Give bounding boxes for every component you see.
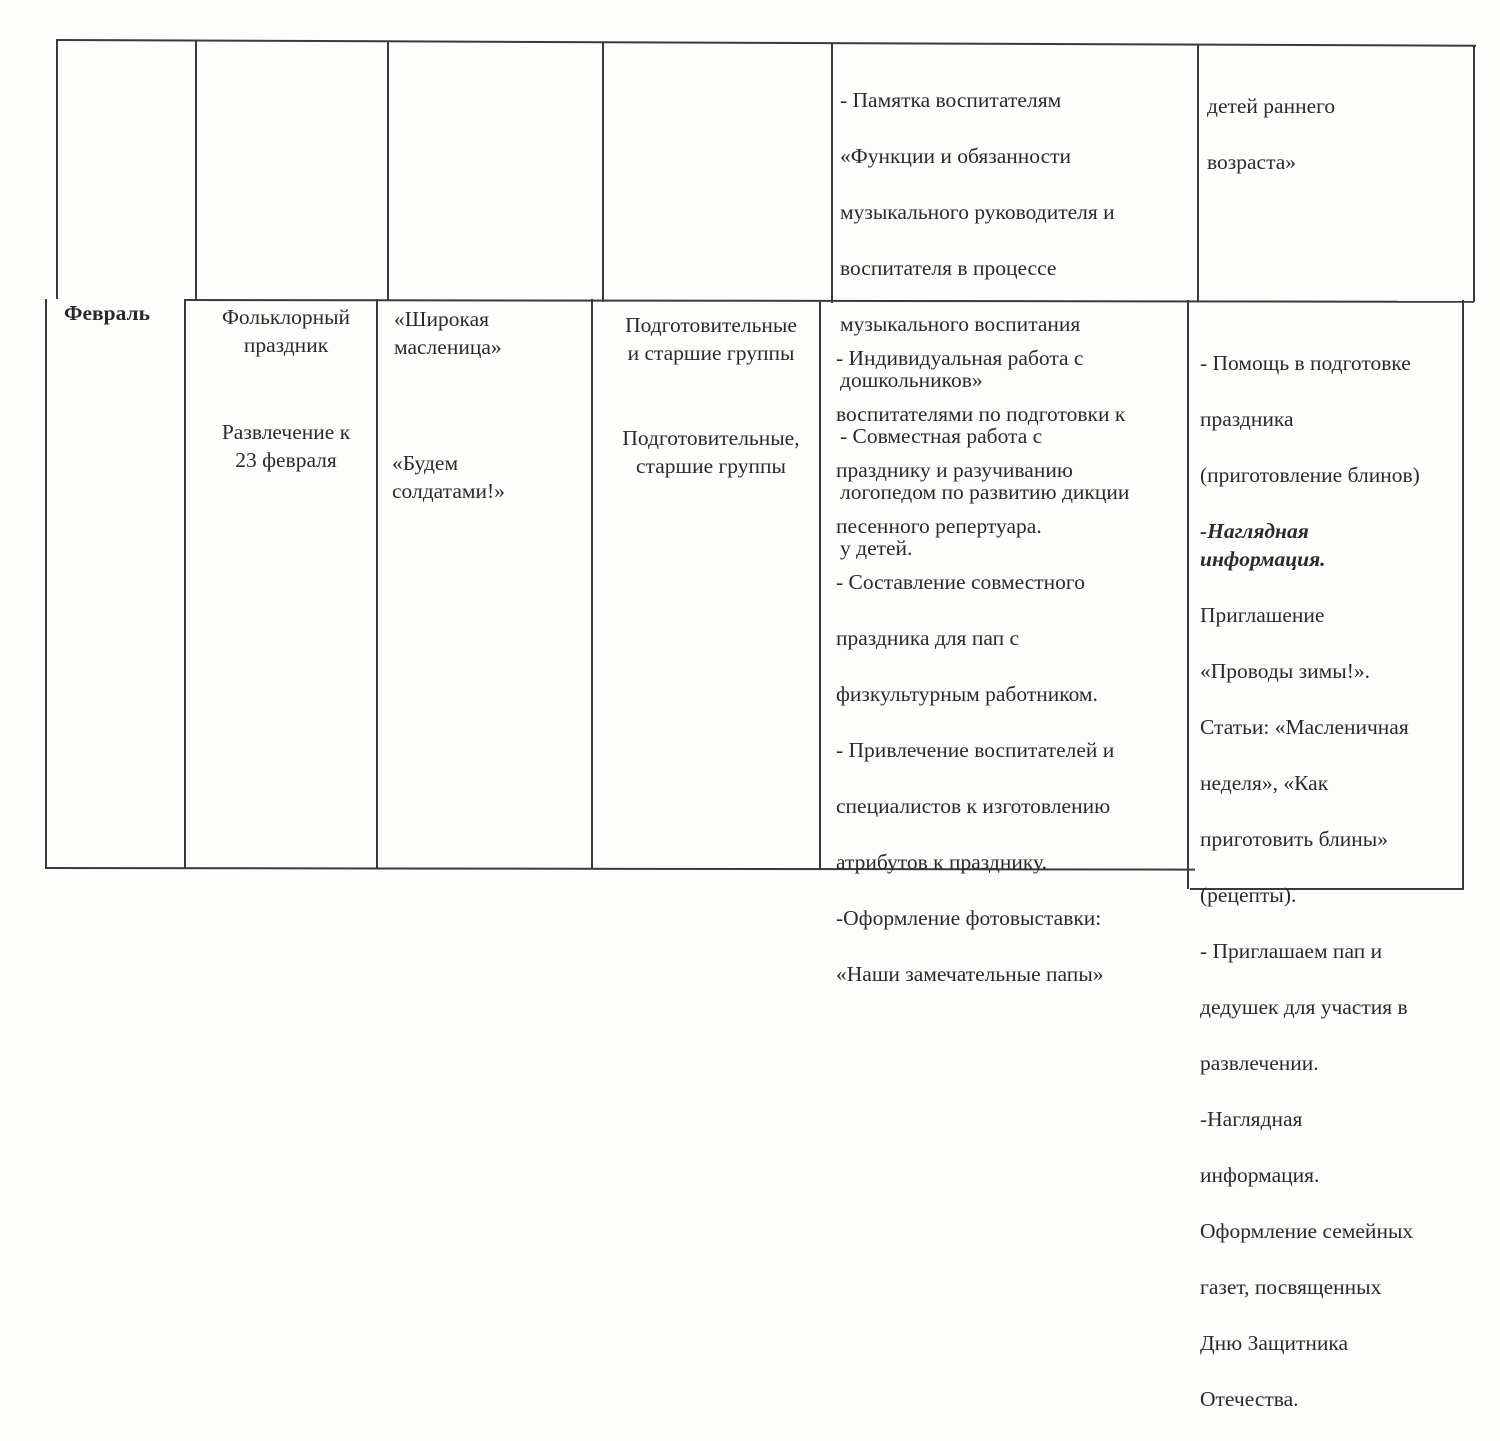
text-line: «Функции и обязанности [840, 144, 1072, 168]
text-line: специалистов к изготовлению [836, 794, 1111, 818]
text-line: Дню Защитника [1200, 1331, 1349, 1355]
text-line: развлечении. [1200, 1051, 1319, 1075]
text-line: дошкольников» [840, 368, 983, 392]
text-line: газет, посвященных [1200, 1275, 1382, 1299]
month-label: Февраль [64, 301, 150, 325]
column-divider-4 [831, 43, 833, 303]
row1-parents-cell [1207, 64, 1469, 204]
text-line: информация. [1200, 1163, 1320, 1187]
table-border-left-row2 [45, 299, 47, 868]
text-line: праздника [1200, 407, 1294, 431]
text-line: Приглашение [1200, 603, 1325, 627]
table-border-right [1473, 45, 1475, 302]
text-line: Оформление семейных [1200, 1219, 1414, 1243]
text-line: детей раннего [1207, 94, 1336, 118]
text-line: «Наши замечательные папы» [836, 962, 1104, 986]
text-line: -Наглядная [1200, 1107, 1303, 1131]
column-divider-2-row2 [376, 299, 378, 868]
text-line: музыкального воспитания [840, 312, 1081, 336]
text-line: у детей. [840, 536, 913, 560]
text-line: музыкального руководителя и [840, 200, 1115, 224]
text-line: - Памятка воспитателям [840, 88, 1062, 112]
groups-1: Подготовительные и старшие группы [625, 313, 797, 365]
column-divider-3-row2 [591, 299, 593, 869]
event-type-2: Развлечение к 23 февраля [221, 420, 351, 472]
column-divider-4-row2 [819, 300, 821, 870]
text-line: - Помощь в подготовке [1200, 351, 1411, 375]
text-line: - Совместная работа с [840, 424, 1043, 448]
text-line: физкультурным работником. [836, 682, 1098, 706]
table-border-top [56, 39, 1476, 46]
text-line: Отечества. [1200, 1387, 1299, 1411]
column-divider-3 [602, 42, 604, 302]
parents-work-cell [1200, 321, 1464, 1441]
text-line: приготовить блины» [1200, 827, 1388, 851]
groups-2: Подготовительные, старшие группы [622, 426, 800, 478]
text-line: - Привлечение воспитателей и [836, 738, 1115, 762]
text-line: песенного репертуара. [836, 514, 1042, 538]
column-divider-5 [1197, 44, 1199, 302]
text-line: празднику и разучиванию [836, 458, 1073, 482]
text-line: (приготовление блинов) [1200, 463, 1420, 487]
text-line: дедушек для участия в [1200, 995, 1408, 1019]
event-title-1: «Широкая масленица» [394, 307, 502, 359]
text-line: неделя», «Как [1200, 771, 1329, 795]
visual-info-heading: -Наглядная информация. [1200, 519, 1326, 571]
column-divider-2 [387, 41, 389, 301]
text-line: - Индивидуальная работа с [836, 346, 1084, 370]
event-type-1: Фольклорный праздник [221, 305, 351, 357]
column-divider-1-row2 [184, 299, 186, 868]
teachers-work-cell [836, 316, 1186, 1016]
text-line: воспитателями по подготовки к [836, 402, 1126, 426]
text-line: «Проводы зимы!». [1200, 659, 1371, 683]
text-line: Статьи: «Масленичная [1200, 715, 1409, 739]
text-line: - Приглашаем пап и [1200, 939, 1383, 963]
table-border-left [56, 39, 58, 299]
text-line: - Составление совместного [836, 570, 1085, 594]
text-line: -Оформление фотовыставки: [836, 906, 1102, 930]
text-line: воспитателя в процессе [840, 256, 1057, 280]
text-line: (рецепты). [1200, 883, 1297, 907]
text-line: логопедом по развитию дикции [840, 480, 1130, 504]
event-title-2: «Будем солдатами!» [392, 451, 505, 503]
column-divider-1 [195, 40, 197, 300]
text-line: праздника для пап с [836, 626, 1020, 650]
text-line: возраста» [1207, 150, 1297, 174]
text-line: атрибутов к празднику. [836, 850, 1047, 874]
